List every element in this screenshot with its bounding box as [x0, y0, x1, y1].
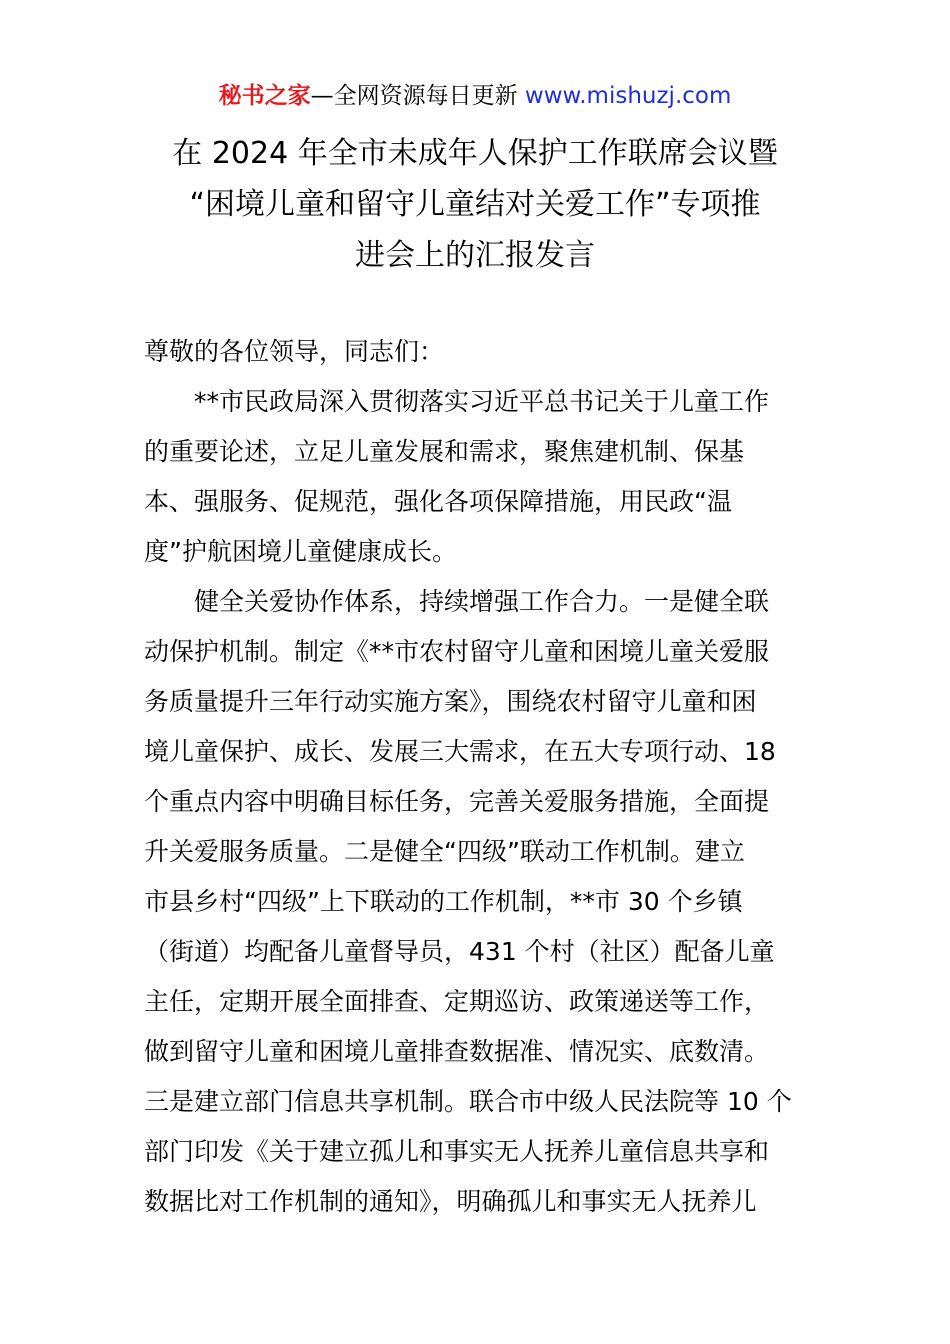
paragraph-2-line: 健全关爱协作体系，持续增强工作合力。一是健全联: [194, 587, 770, 616]
paragraph-1-line: 度”护航困境儿童健康成长。: [144, 537, 457, 566]
document-body: [144, 327, 814, 1227]
title-line: 在 2024 年全市未成年人保护工作联席会议暨: [172, 136, 778, 171]
paragraph-2-line: 三是建立部门信息共享机制。联合市中级人民法院等 10 个: [144, 1087, 792, 1116]
paragraph-2-line: 主任，定期开展全面排查、定期巡访、政策递送等工作，: [144, 987, 770, 1016]
paragraph-2-line: 做到留守儿童和困境儿童排查数据准、情况实、底数清。: [144, 1037, 770, 1066]
paragraph-2-line: 市县乡村“四级”上下联动的工作机制，**市 30 个乡镇: [144, 887, 743, 916]
paragraph-2-line: 动保护机制。制定《**市农村留守儿童和困境儿童关爱服: [144, 637, 770, 666]
title-line: 进会上的汇报发言: [355, 238, 595, 273]
paragraph-2-line: 数据比对工作机制的通知》，明确孤儿和事实无人抚养儿: [144, 1187, 757, 1216]
paragraph-2-line: 境儿童保护、成长、发展三大需求，在五大专项行动、18: [144, 737, 776, 766]
paragraph-2-line: 务质量提升三年行动实施方案》，围绕农村留守儿童和困: [144, 687, 757, 716]
paragraph-2-line: （街道）均配备儿童督导员，431 个村（社区）配备儿童: [144, 937, 775, 966]
site-header: [0, 80, 950, 112]
site-tagline: —全网资源每日更新: [310, 83, 518, 109]
paragraph-2-line: 部门印发《关于建立孤儿和事实无人抚养儿童信息共享和: [144, 1137, 770, 1166]
salutation: 尊敬的各位领导，同志们：: [144, 337, 445, 366]
title-line: “困境儿童和留守儿童结对关爱工作”专项推: [189, 187, 761, 222]
paragraph-1-line: 的重要论述，立足儿童发展和需求，聚焦建机制、保基: [144, 437, 745, 466]
site-url-link[interactable]: www.mishuzj.com: [524, 83, 732, 109]
paragraph-1-line: **市民政局深入贯彻落实习近平总书记关于儿童工作: [194, 387, 770, 416]
paragraph-2-line: 个重点内容中明确目标任务，完善关爱服务措施，全面提: [144, 787, 770, 816]
paragraph-1-line: 本、强服务、促规范，强化各项保障措施，用民政“温: [144, 487, 732, 516]
document-title: [120, 128, 830, 281]
site-brand: 秘书之家: [218, 83, 311, 109]
paragraph-2-line: 升关爱服务质量。二是健全“四级”联动工作机制。建立: [144, 837, 745, 866]
